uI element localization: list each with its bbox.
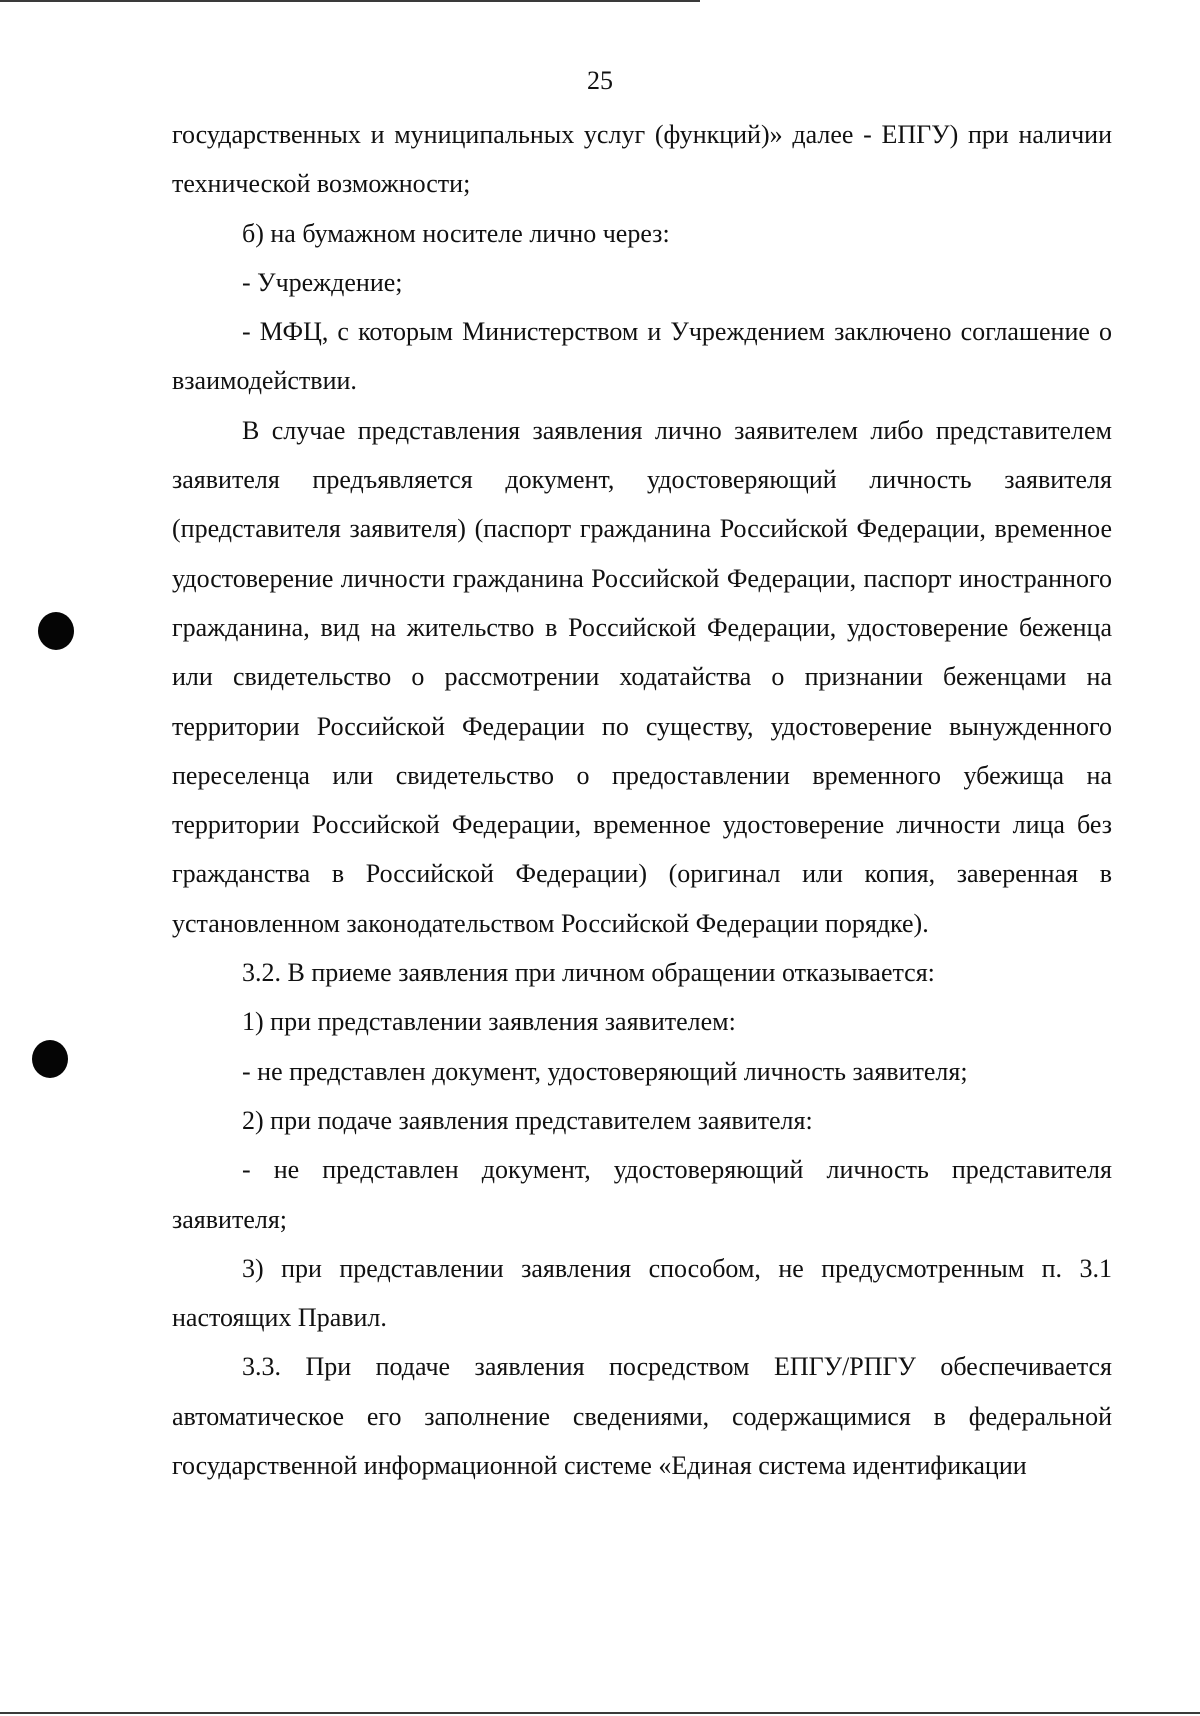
paragraph: 1) при представлении заявления заявителем: xyxy=(242,1007,736,1037)
punch-hole-lower xyxy=(32,1040,68,1078)
scan-edge-top xyxy=(0,0,700,2)
paragraph: - МФЦ, с которым Министерством и Учреждением заключено соглашение о взаимодействии. xyxy=(172,317,1112,396)
paragraph: государственных и муниципальных услуг (функций)» далее - ЕПГУ) при наличии технической возможности; xyxy=(172,120,1112,199)
paragraph: 3.3. При подаче заявления посредством ЕПГУ/РПГУ обеспечивается автоматическое его заполнение сведениями, содержащимися в федеральной государственной информационной системе «Единая система идентификации xyxy=(172,1352,1112,1481)
paragraph: - Учреждение; xyxy=(242,267,403,297)
paragraph: 2) при подаче заявления представителем заявителя: xyxy=(242,1105,813,1135)
paragraph: б) на бумажном носителе лично через: xyxy=(242,218,670,248)
paragraph: - не представлен документ, удостоверяющий личность представителя заявителя; xyxy=(172,1155,1112,1234)
paragraph: 3) при представлении заявления способом, не предусмотренным п. 3.1 настоящих Правил. xyxy=(172,1253,1112,1333)
scan-edge-bottom xyxy=(0,1712,1200,1714)
paragraph: В случае представления заявления лично заявителем либо представителем заявителя предъявляется документ, удостоверяющий личность заявителя (представителя заявителя) (паспорт гражданина Российской Федерации, временное удостоверение личности гражданина Российской Федерации, паспорт иностранного гражданина, вид на жительство в Российской Федерации, удостоверение беженца или свидетельство о рассмотрении ходатайства о признании беженцами на территории Российской Федерации по существу, удостоверение вынужденного переселенца или свидетельство о предоставлении временного убежища на территории Российской Федерации, временное удостоверение личности лица без гражданства в Российской Федерации) (оригинал или копия, заверенная в установленном законодательством Российской Федерации порядке). xyxy=(172,415,1112,938)
paragraph: - не представлен документ, удостоверяющий личность заявителя; xyxy=(242,1056,968,1086)
paragraph: 3.2. В приеме заявления при личном обращении отказывается: xyxy=(242,958,935,988)
punch-hole-upper xyxy=(38,612,74,650)
document-body xyxy=(172,110,1112,1490)
page-number: 25 xyxy=(587,66,613,95)
